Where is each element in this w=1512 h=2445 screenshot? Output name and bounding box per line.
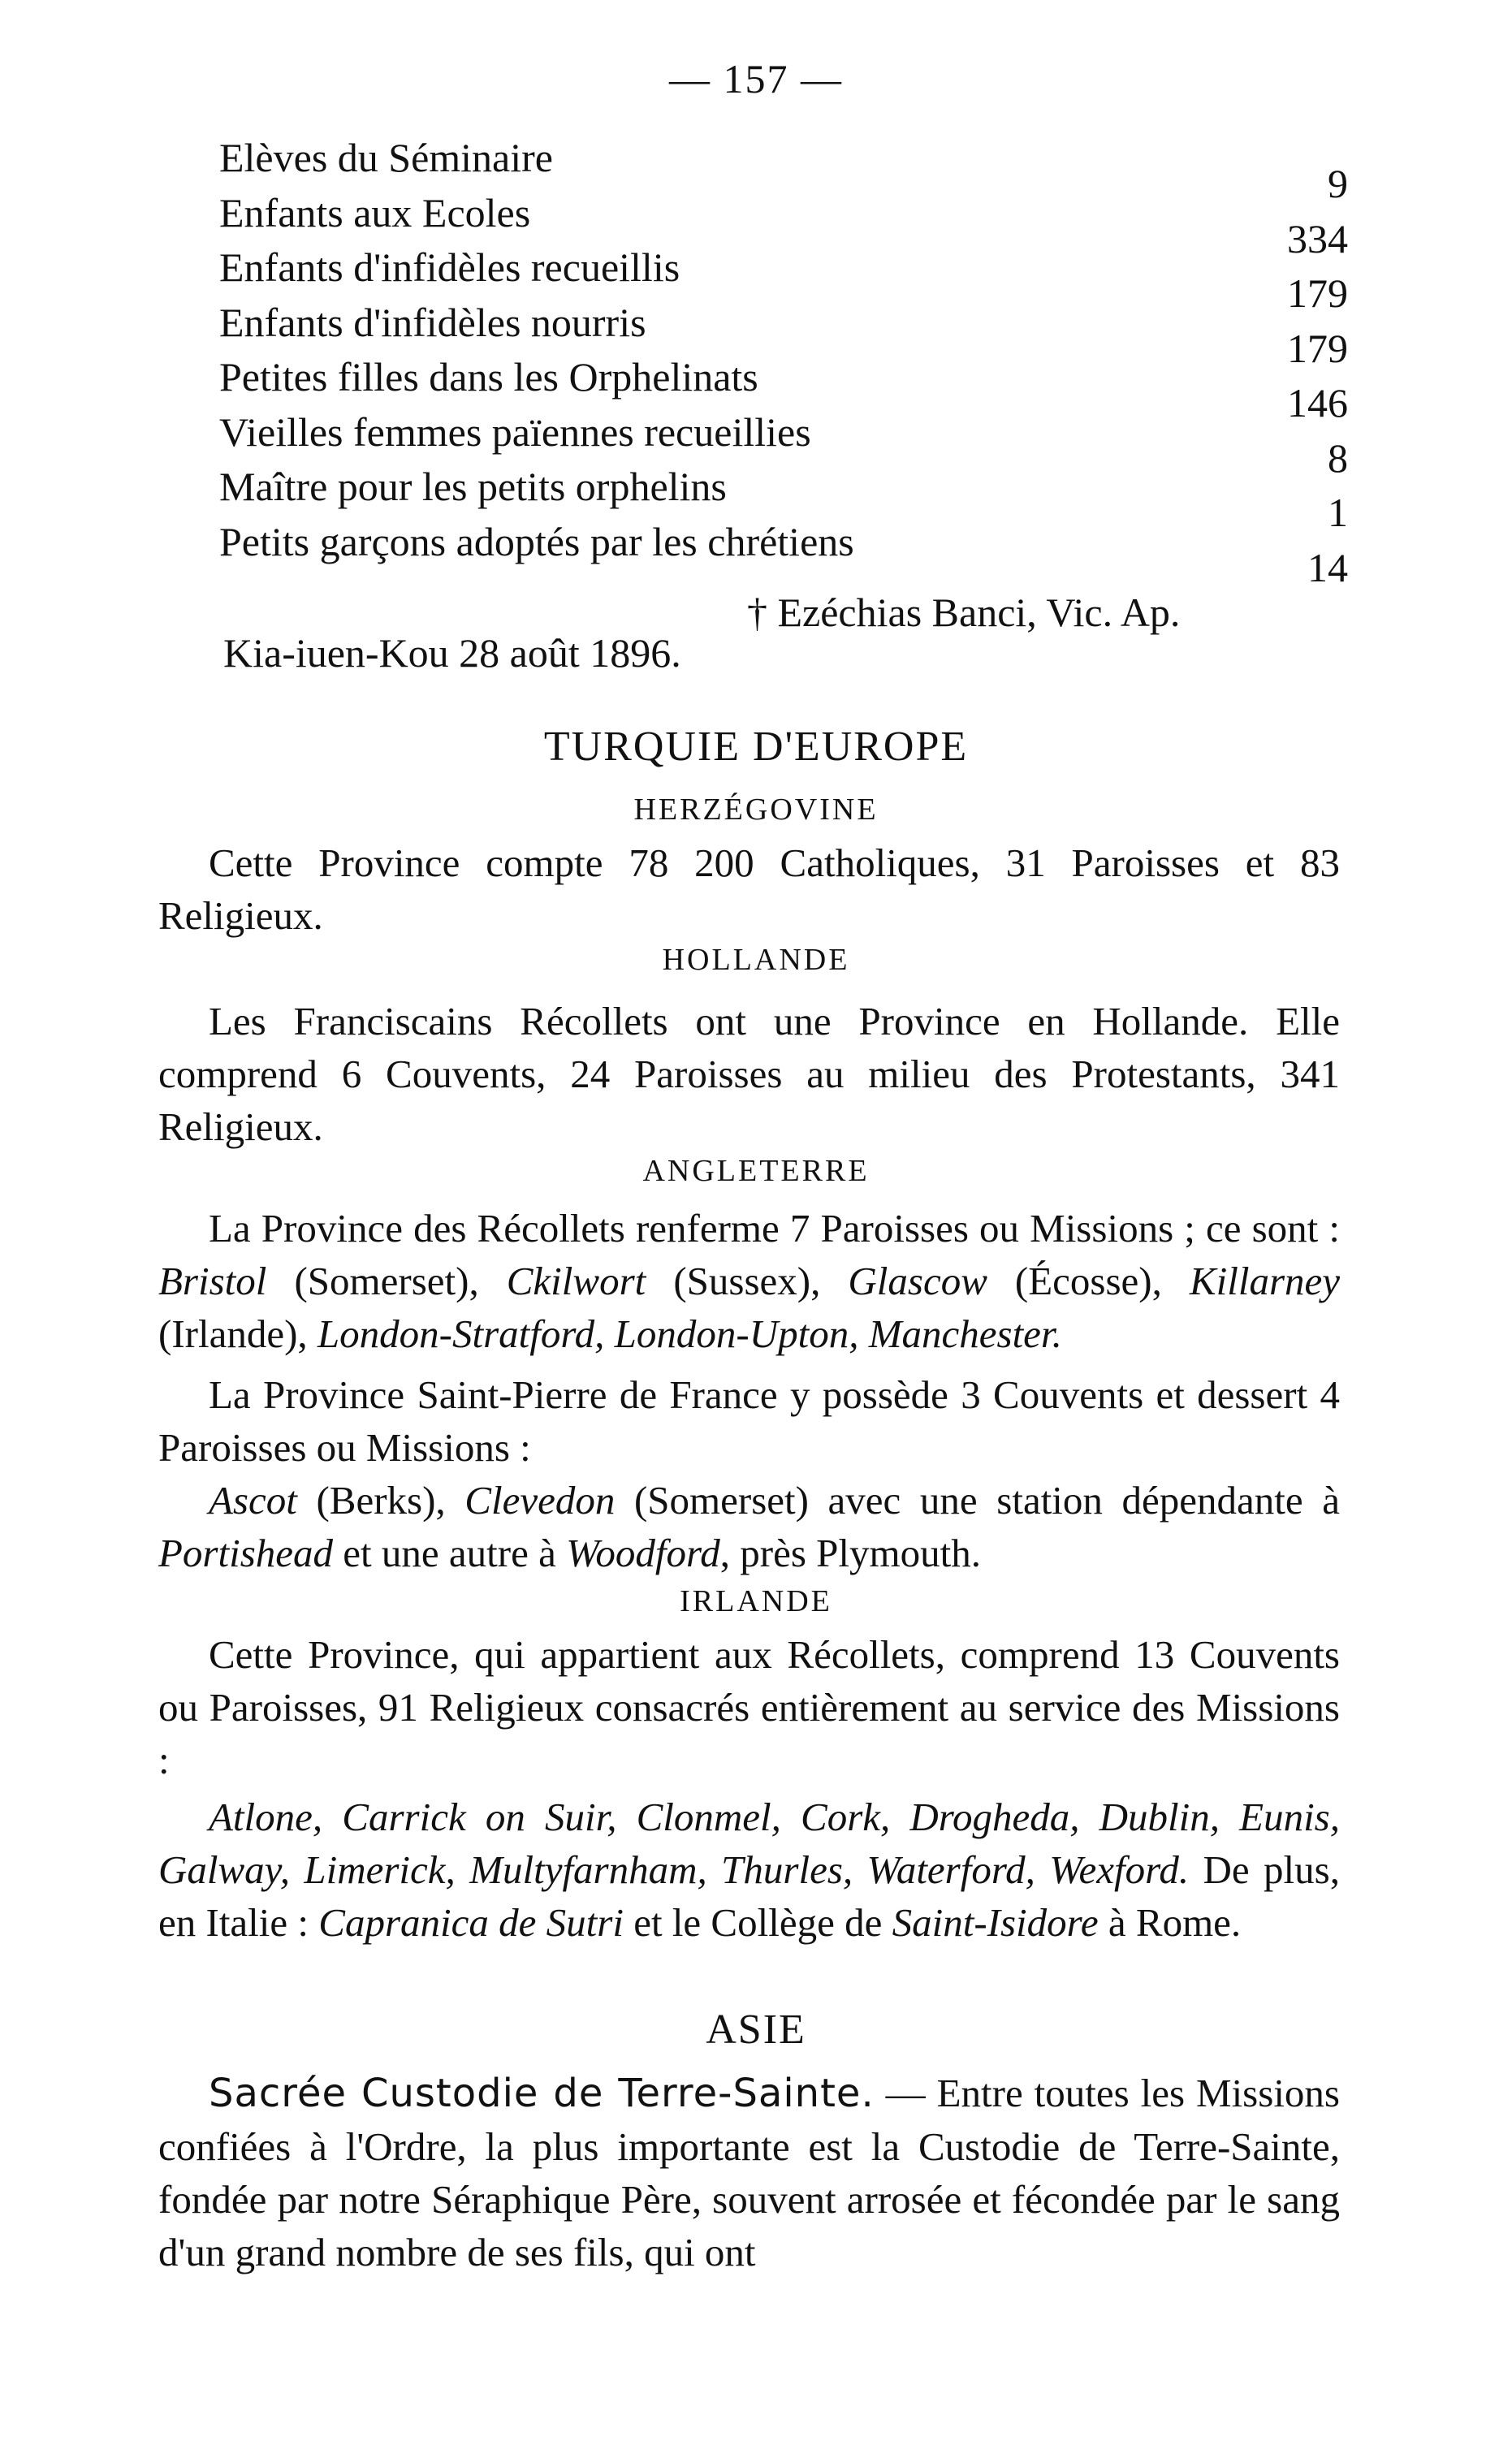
stat-label: Maître pour les petits orphelins xyxy=(219,464,727,509)
stat-value: 1 xyxy=(1328,490,1348,535)
text-run: (Berks), xyxy=(296,1478,465,1523)
stat-row xyxy=(219,463,1348,535)
stat-row xyxy=(219,189,1348,261)
paragraph-hollande: Les Franciscains Récollets ont une Province en Hollande. Elle comprend 6 Couvents, 24 Paroisses au milieu des Protestants, 341 Religieux. xyxy=(158,999,1340,1149)
paragraph-irlande-couvents xyxy=(158,1791,1340,1949)
text-run: (Irlande), xyxy=(158,1311,318,1356)
text-run: et le Collège de xyxy=(623,1900,892,1945)
stat-row xyxy=(219,353,1348,425)
place-name: Ascot xyxy=(209,1478,297,1523)
stat-row xyxy=(219,518,1348,590)
text-run: (Somerset) avec une station dépendante à xyxy=(615,1478,1340,1523)
paragraph-angleterre-province: La Province Saint-Pierre de France y possède 3 Couvents et dessert 4 Paroisses ou Missions : xyxy=(158,1372,1340,1470)
page-number: — 157 — xyxy=(669,56,843,102)
signature: † Ezéchias Banci, Vic. Ap. xyxy=(747,590,1181,635)
stat-label: Elèves du Séminaire xyxy=(219,135,553,180)
paragraph-lead: Sacrée Custodie de Terre-Sainte. xyxy=(209,2071,875,2116)
place-name: Clevedon xyxy=(464,1478,616,1523)
stat-label: Enfants d'infidèles nourris xyxy=(219,299,646,345)
place-name: Ckilwort xyxy=(506,1259,646,1303)
section-title-turquie: TURQUIE D'EUROPE xyxy=(543,724,969,770)
stat-label: Enfants d'infidèles recueillis xyxy=(219,244,680,290)
text-run: — Entre toutes les Missions confiées à l'Ordre, la plus importante est la Custodie de Terre-Sainte, fondée par notre Séraphique Père, souvent arrosée et fécondée par le sang d'un grand nombre de ses fils, qui ont xyxy=(158,2071,1340,2274)
paragraph-angleterre-stations xyxy=(158,1474,1340,1579)
stat-value: 14 xyxy=(1307,544,1348,590)
subsection-title-hollande: HOLLANDE xyxy=(662,943,850,977)
statistics-list xyxy=(219,134,1348,590)
stat-value: 179 xyxy=(1287,270,1348,316)
stat-value: 146 xyxy=(1287,380,1348,425)
place-name: Capranica de Sutri xyxy=(318,1900,624,1945)
stat-label: Petites filles dans les Orphelinats xyxy=(219,354,758,400)
paragraph-asie xyxy=(158,2067,1340,2279)
text-run: (Sussex), xyxy=(646,1259,849,1303)
place-name: Bristol xyxy=(158,1259,267,1303)
text-run: (Écosse), xyxy=(987,1259,1190,1303)
place-name: Glascow xyxy=(848,1259,987,1303)
stat-value: 334 xyxy=(1287,215,1348,261)
stat-row xyxy=(219,408,1348,481)
text-run: (Somerset), xyxy=(266,1259,507,1303)
text-run: et une autre à xyxy=(333,1531,567,1575)
stat-label: Petits garçons adoptés par les chrétiens xyxy=(219,518,854,564)
place-name: Portishead xyxy=(158,1531,334,1575)
stat-label: Enfants aux Ecoles xyxy=(219,189,531,235)
paragraph-herzegovine: Cette Province compte 78 200 Catholiques, 31 Paroisses et 83 Religieux. xyxy=(158,840,1340,938)
stat-row xyxy=(219,134,1348,206)
place-name: Saint-Isidore xyxy=(892,1900,1099,1945)
subsection-title-angleterre: ANGLETERRE xyxy=(642,1154,870,1188)
text-run: , près Plymouth. xyxy=(719,1531,982,1575)
stat-row xyxy=(219,244,1348,316)
place-list: Atlone, Carrick on Suir, Clonmel, Cork, Drogheda, Dublin, Eunis, Galway, Limerick, Multyfarnham, Thurles, Waterford, Wexford. xyxy=(158,1795,1340,1892)
stat-row xyxy=(219,299,1348,371)
place-date: Kia-iuen-Kou 28 août 1896. xyxy=(223,630,681,676)
section-title-asie: ASIE xyxy=(706,2007,806,2053)
stat-value: 8 xyxy=(1328,434,1348,481)
paragraph-angleterre-missions xyxy=(158,1202,1340,1360)
text-run: De plus, en Italie : xyxy=(158,1847,1340,1945)
stat-label: Vieilles femmes païennes recueillies xyxy=(219,408,811,455)
place-name: London-Stratford, London-Upton, Manchester. xyxy=(317,1311,1062,1356)
place-name: Woodford xyxy=(566,1531,720,1575)
subsection-title-herzegovine: HERZÉGOVINE xyxy=(633,793,879,827)
paragraph-irlande: Cette Province, qui appartient aux Récollets, comprend 13 Couvents ou Paroisses, 91 Religieux consacrés entièrement au service des Missions : xyxy=(158,1632,1340,1782)
place-name: Killarney xyxy=(1189,1259,1341,1303)
stat-value: 179 xyxy=(1287,325,1348,371)
stat-value: 9 xyxy=(1328,161,1348,206)
text-run: La Province des Récollets renferme 7 Paroisses ou Missions ; ce sont : xyxy=(209,1206,1340,1251)
text-run: à Rome. xyxy=(1098,1900,1242,1945)
subsection-title-irlande: IRLANDE xyxy=(680,1584,832,1618)
